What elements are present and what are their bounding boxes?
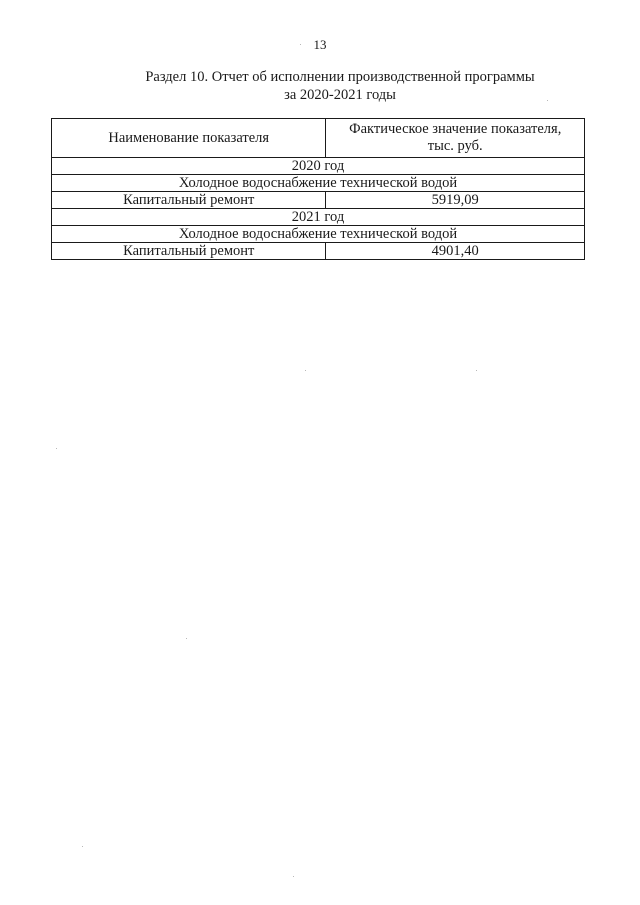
scan-speck	[56, 448, 57, 449]
scan-speck	[293, 876, 294, 877]
capital-repair-value-2020: 5919,09	[326, 192, 585, 209]
scan-speck	[186, 638, 187, 639]
section-title-line-2: за 2020-2021 годы	[284, 87, 396, 103]
scan-speck	[305, 370, 306, 371]
year-2021-cell: 2021 год	[52, 209, 585, 226]
capital-repair-label-2020: Капитальный ремонт	[52, 192, 326, 209]
table-row	[52, 243, 585, 260]
page-number: 13	[313, 37, 327, 52]
scan-speck	[547, 100, 548, 101]
header-actual-value	[326, 119, 585, 158]
service-row-2021	[52, 226, 585, 243]
table-header-row	[52, 119, 585, 158]
service-row-2020	[52, 175, 585, 192]
table-row	[52, 192, 585, 209]
service-2021-cell: Холодное водоснабжение технической водой	[52, 226, 585, 243]
year-row-2020	[52, 158, 585, 175]
scan-speck	[300, 44, 301, 45]
service-2020-cell: Холодное водоснабжение технической водой	[52, 175, 585, 192]
year-2020-cell: 2020 год	[52, 158, 585, 175]
section-title-line-1: Раздел 10. Отчет об исполнении производственной программы	[145, 69, 535, 85]
scan-speck	[476, 370, 477, 371]
header-actual-value-line-1: Фактическое значение показателя,	[349, 121, 562, 137]
production-program-report-table	[51, 118, 585, 260]
header-actual-value-line-2: тыс. руб.	[427, 138, 483, 154]
year-row-2021	[52, 209, 585, 226]
capital-repair-label-2021: Капитальный ремонт	[52, 243, 326, 260]
header-indicator-name: Наименование показателя	[52, 119, 326, 158]
section-title	[40, 68, 640, 104]
scan-speck	[82, 846, 83, 847]
capital-repair-value-2021: 4901,40	[326, 243, 585, 260]
